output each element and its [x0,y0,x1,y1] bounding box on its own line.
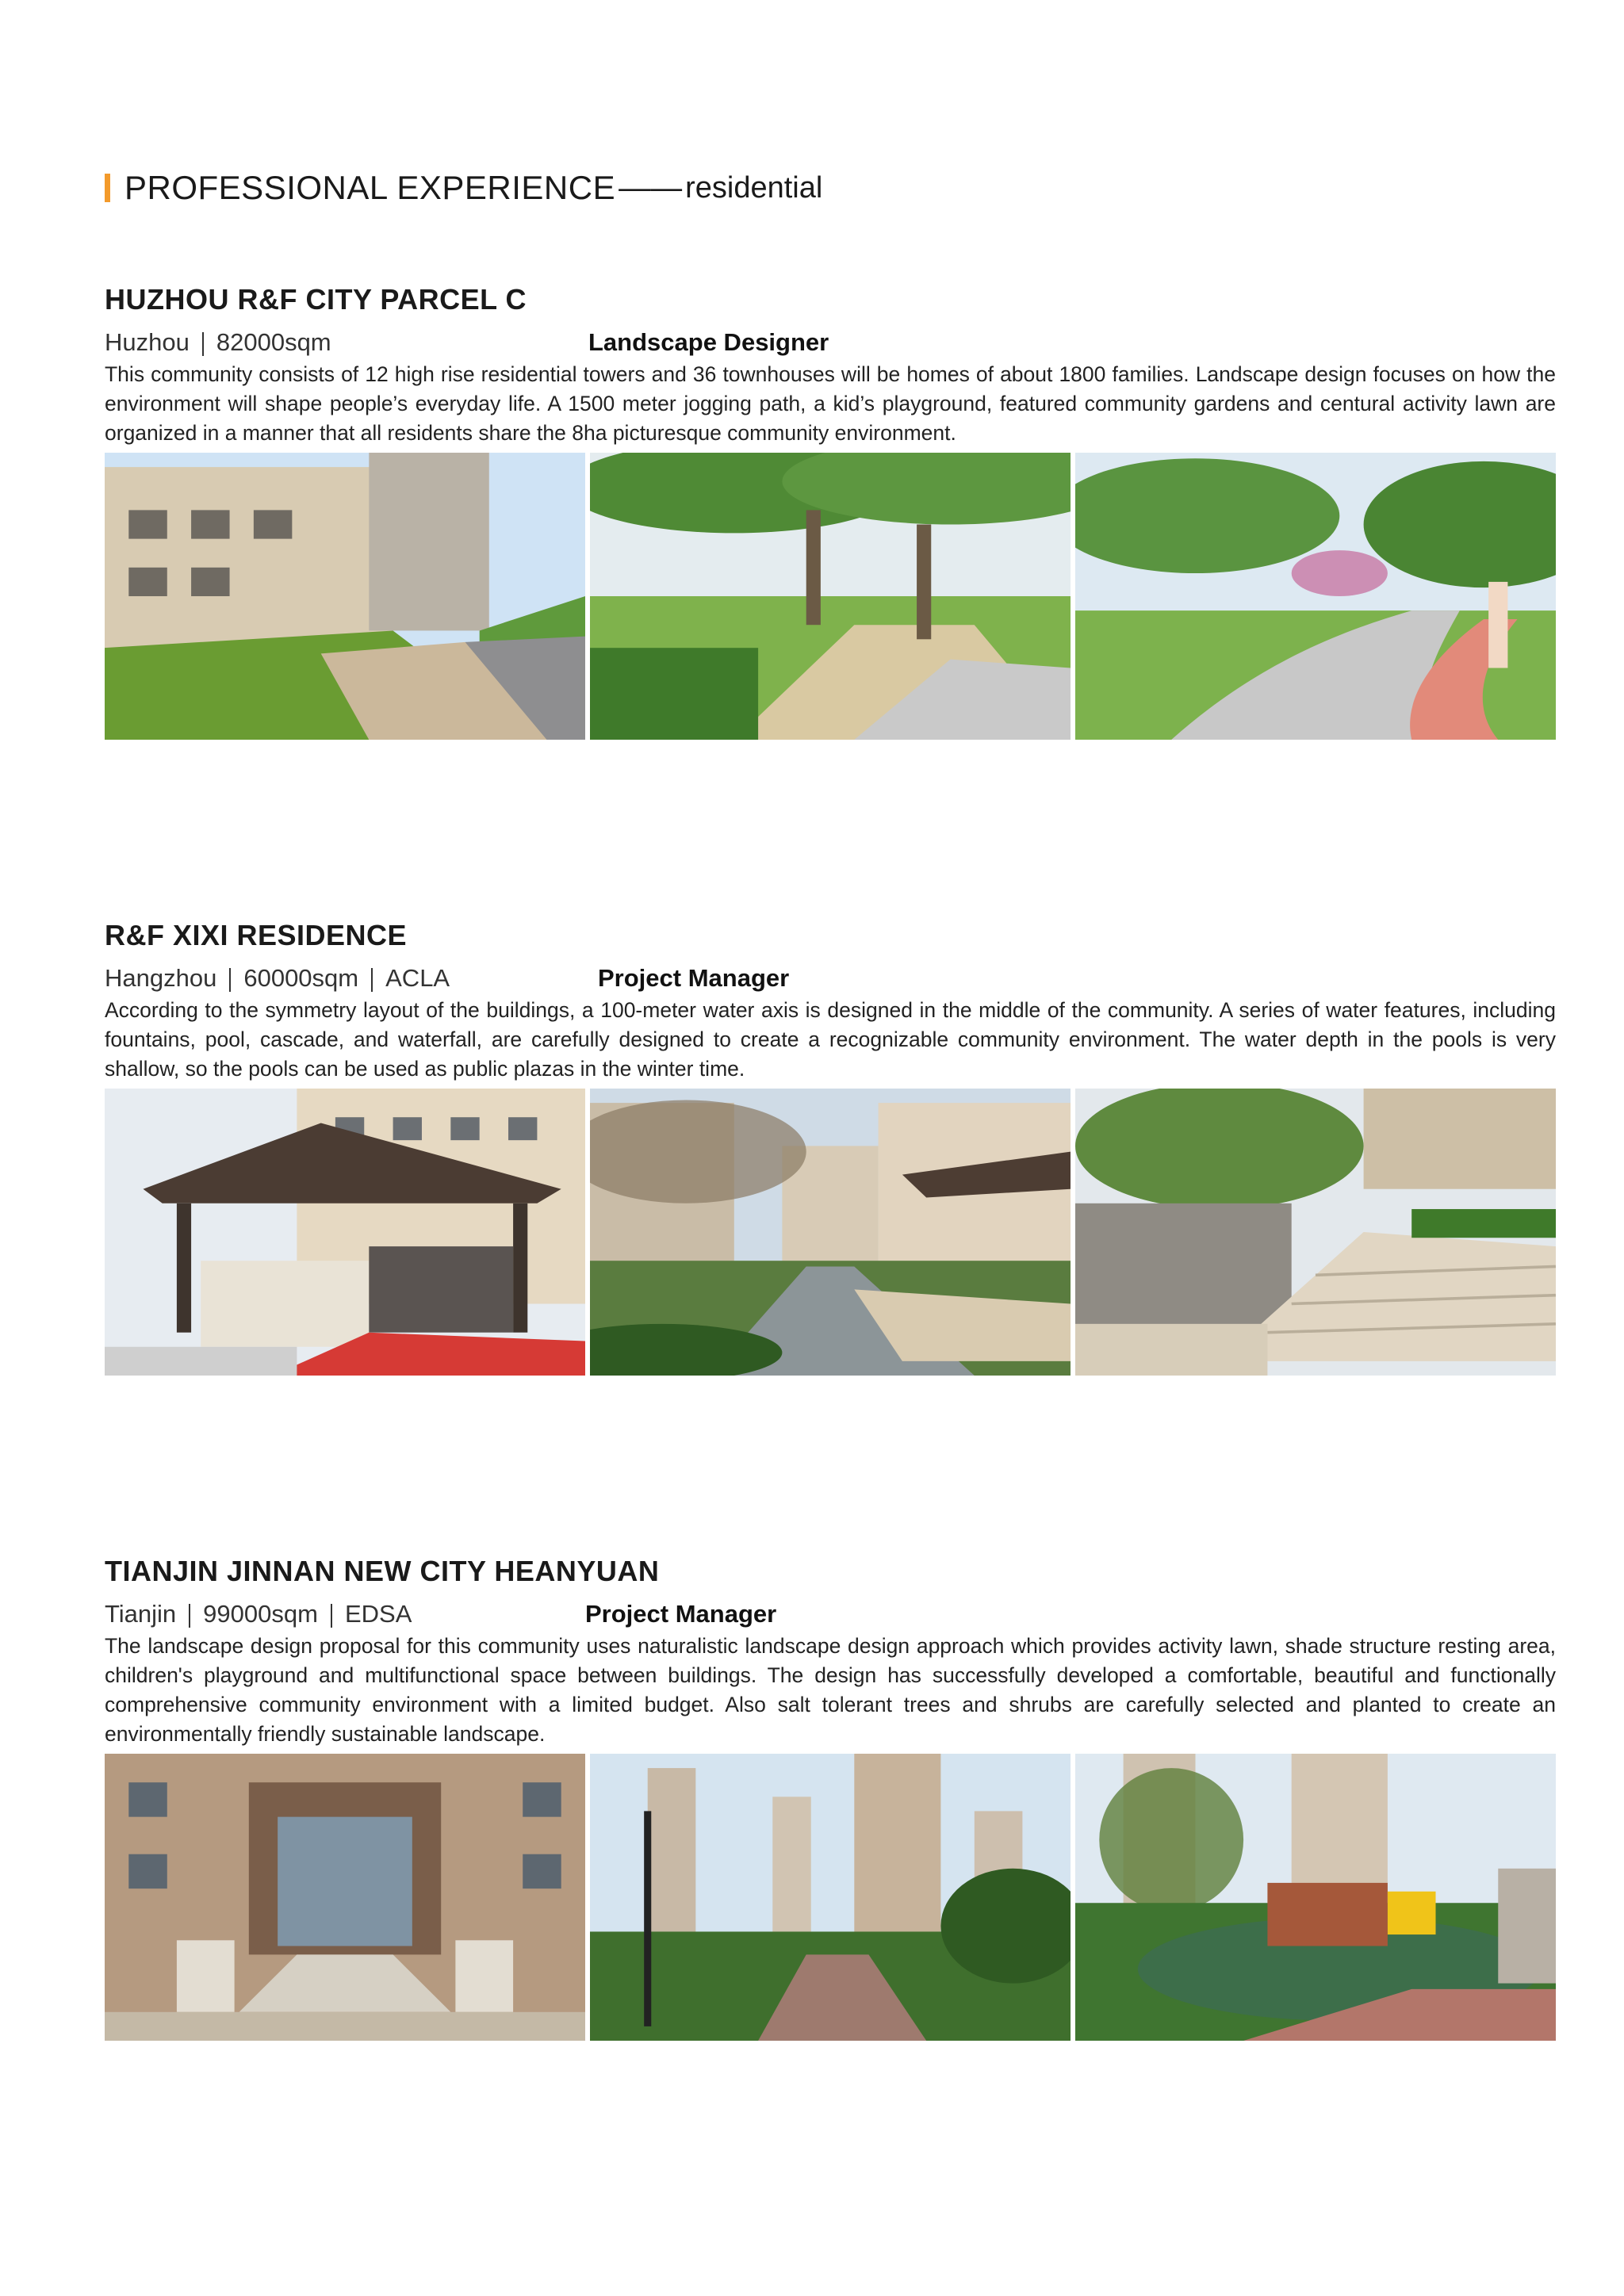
project-huzhou [105,282,1556,740]
project-firm: ACLA [385,964,450,992]
project-description: This community consists of 12 high rise residential towers and 36 townhouses will be homes of about 1800 families. Landscape design focuses on how the environment will shape people’s everyday life. A 1500 meter jogging path, a kid’s playground, featured community gardens and centural activity lawn are organized in a manner that all residents share the 8ha picturesque community environment. [105,362,1556,445]
rendering-streetscape [105,453,585,740]
project-area: 99000sqm [203,1600,318,1628]
project-city: Tianjin [105,1600,177,1628]
project-title: HUZHOU R&F CITY PARCEL C [105,283,527,316]
project-meta [105,961,1556,996]
photo-row [105,1089,1556,1376]
project-role: Landscape Designer [588,328,829,356]
project-firm: EDSA [344,1600,412,1628]
project-tianjin [105,1554,1556,2041]
project-title: TIANJIN JINNAN NEW CITY HEANYUAN [105,1555,660,1587]
rendering-jogging-path [1075,453,1556,740]
project-area: 82000sqm [216,328,331,356]
photo-water-axis [590,1089,1071,1376]
photo-entrance-pavilion [105,1089,585,1376]
page-header [105,168,822,208]
photo-building-entrance [105,1754,585,2041]
project-meta [105,1597,1556,1632]
photo-tower-view [590,1754,1071,2041]
project-title: R&F XIXI RESIDENCE [105,919,408,951]
photo-playground [1075,1754,1556,2041]
rendering-central-lawn [590,453,1071,740]
project-city: Huzhou [105,328,190,356]
project-role: Project Manager [598,964,790,992]
project-description: The landscape design proposal for this community uses naturalistic landscape design approach which provides activity lawn, shade structure resting area, children's playground and multifunctional space between buildings. The design has successfully developed a comfortable, beautiful and functionally comprehensive community environment with a limited budget. Also salt tolerant trees and shrubs are carefully selected and planted to create an environmentally friendly sustainable landscape. [105,1634,1556,1746]
accent-bar [105,174,110,202]
project-description: According to the symmetry layout of the buildings, a 100-meter water axis is designed in the middle of the community. A series of water features, including fountains, pool, cascade, and waterfall, are carefully designed to create a recognizable community environment. The water depth in the pools is very shallow, so the pools can be used as public plazas in the winter time. [105,998,1556,1081]
project-role: Project Manager [585,1600,777,1628]
page-title: PROFESSIONAL EXPERIENCE [124,169,616,206]
photo-row [105,1754,1556,2041]
photo-cascade-stairs [1075,1089,1556,1376]
photo-row [105,453,1556,740]
page-subtitle: residential [685,170,823,205]
title-dash: —— [619,170,683,205]
project-area: 60000sqm [243,964,359,992]
project-xixi [105,918,1556,1376]
project-city: Hangzhou [105,964,217,992]
project-meta [105,325,1556,360]
